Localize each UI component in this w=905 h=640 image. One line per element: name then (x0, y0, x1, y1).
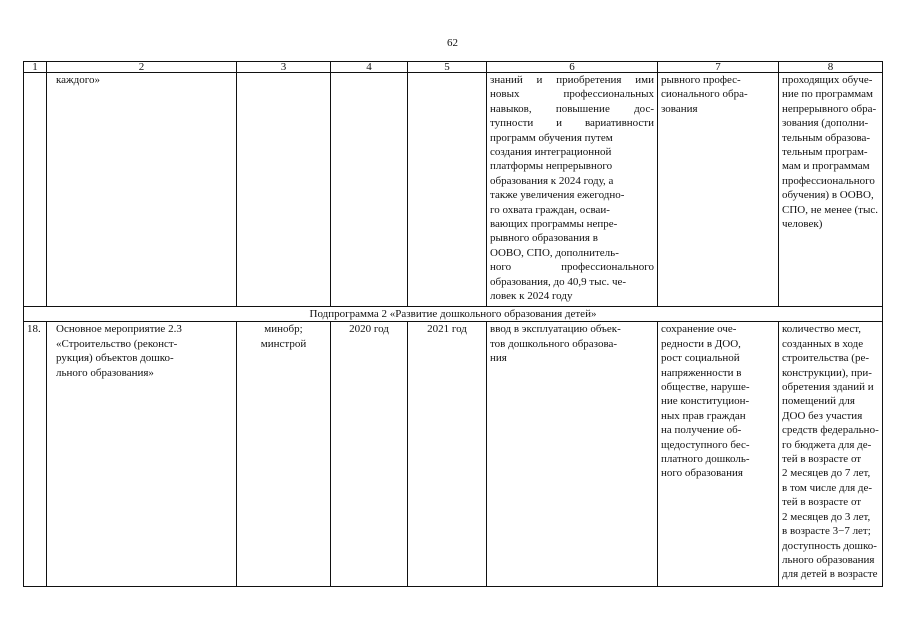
text-line: рост социальной (661, 352, 740, 365)
text-line: профессионального (782, 174, 875, 187)
cell-end (408, 73, 487, 307)
column-number: 3 (237, 62, 331, 73)
text-line: платного дошколь- (661, 453, 750, 466)
text-line: тов дошкольного образова- (490, 337, 618, 350)
text-line: тельным програм- (782, 146, 868, 159)
text-line: редности в ДОО, (661, 337, 741, 350)
cell-start (331, 73, 408, 307)
text-line: создания интеграционной (490, 146, 612, 159)
column-number: 2 (47, 62, 237, 73)
text-line: средств федерально- (782, 424, 879, 437)
cell-executor (237, 73, 331, 307)
page-number: 62 (447, 37, 458, 49)
column-number: 4 (331, 62, 408, 73)
cell-indicator (779, 322, 883, 587)
text-line: помещений для (782, 395, 855, 408)
text-line: для детей в возрасте (782, 568, 878, 581)
text-line: 2 месяцев до 3 лет, (782, 510, 871, 523)
text-line: ного образования (661, 467, 743, 480)
text-line: го бюджета для де- (782, 438, 872, 451)
cell-event (47, 73, 237, 307)
cell-number: 18. (24, 322, 47, 587)
text-line: также увеличения ежегодно- (490, 189, 625, 202)
text-line: программ обучения путем (490, 131, 613, 144)
text-line: го охвата граждан, осваи- (490, 203, 610, 216)
text-line: тей в возрасте от (782, 496, 862, 509)
text-line: количество мест, (782, 323, 861, 336)
text-line: ние по программам (782, 88, 874, 101)
column-number: 5 (408, 62, 487, 73)
table-row-continued (24, 73, 883, 307)
text-line: тельным образова- (782, 131, 871, 144)
text-line: 2 месяцев до 7 лет, (782, 467, 871, 480)
text-line: ного профессионального (490, 261, 654, 274)
text-line: рывного профес- (661, 74, 741, 86)
text-line: льного образования (782, 553, 875, 566)
text-line: в возрасте 3−7 лет; (782, 525, 871, 538)
text-line: Основное мероприятие 2.3 (56, 323, 182, 336)
text-line: созданных в ходе (782, 337, 864, 350)
text-line: «Строительство (реконст- (56, 337, 178, 350)
text-line: новых профессиональных (490, 88, 654, 101)
cell-event (47, 322, 237, 587)
text-line: тей в возрасте от (782, 453, 862, 466)
text-line: зования (дополни- (782, 117, 869, 130)
text-line: строительства (ре- (782, 352, 869, 365)
cell-start: 2020 год (331, 322, 408, 587)
program-table (23, 61, 883, 587)
cell-expected-result (487, 73, 658, 307)
text-line: вающих программы непре- (490, 218, 618, 231)
text-line: образования к 2024 году, а (490, 174, 614, 187)
subprogram-row (24, 307, 883, 322)
text-line: обществе, наруше- (661, 381, 750, 394)
cell-expected-result (487, 322, 658, 587)
text-line: человек) (782, 218, 823, 231)
cell-executor (237, 322, 331, 587)
column-number-row (24, 62, 883, 73)
text-line: доступность дошко- (782, 539, 877, 552)
text-line: обретения зданий и (782, 381, 874, 394)
text-line: образования, до 40,9 тыс. че- (490, 275, 627, 288)
text-line: на получение об- (661, 424, 742, 437)
column-number: 7 (658, 62, 779, 73)
text-line: минстрой (260, 337, 307, 350)
text-line: ния (490, 352, 507, 365)
text-line: сионального обра- (661, 88, 748, 101)
text-line: щедоступного бес- (661, 438, 750, 451)
text-line: ввод в эксплуатацию объек- (490, 323, 621, 336)
text-line: конструкции), при- (782, 366, 872, 379)
text-line: СПО, не менее (тыс. (782, 203, 878, 216)
text-line: тупности и вариативности (490, 117, 654, 130)
text-line: обучения) в ООВО, (782, 189, 874, 202)
column-number: 8 (779, 62, 883, 73)
text-line: знаний и приобретения ими (490, 74, 654, 86)
text-line: проходящих обуче- (782, 74, 873, 86)
text-line: ных прав граждан (661, 409, 746, 422)
table-row-18 (24, 322, 883, 587)
cell-indicator (779, 73, 883, 307)
text-line: напряженности в (661, 366, 742, 379)
text-line: рывного образования в (490, 232, 598, 245)
cell-consequences (658, 73, 779, 307)
text-line: мам и программам (782, 160, 870, 173)
text-line: навыков, повышение дос- (490, 102, 654, 115)
subprogram-title: Подпрограмма 2 «Развитие дошкольного образования детей» (24, 307, 883, 322)
text-line: ДОО без участия (782, 409, 863, 422)
text-line: минобр; (264, 323, 303, 336)
text-line: ловек к 2024 году (490, 290, 573, 303)
cell-consequences (658, 322, 779, 587)
cell-end: 2021 год (408, 322, 487, 587)
text-line: ние конституцион- (661, 395, 750, 408)
text-line: льного образования» (56, 366, 154, 379)
text-line: платформы непрерывного (490, 160, 613, 173)
column-number: 6 (487, 62, 658, 73)
column-number: 1 (24, 62, 47, 73)
text-line: рукция) объектов дошко- (56, 352, 174, 365)
text-line: сохранение оче- (661, 323, 737, 336)
text-line: в том числе для де- (782, 481, 873, 494)
text-line: непрерывного обра- (782, 102, 877, 115)
text-line: каждого» (56, 74, 100, 86)
cell-number (24, 73, 47, 307)
text-line: зования (661, 102, 698, 115)
text-line: ООВО, СПО, дополнитель- (490, 246, 619, 259)
